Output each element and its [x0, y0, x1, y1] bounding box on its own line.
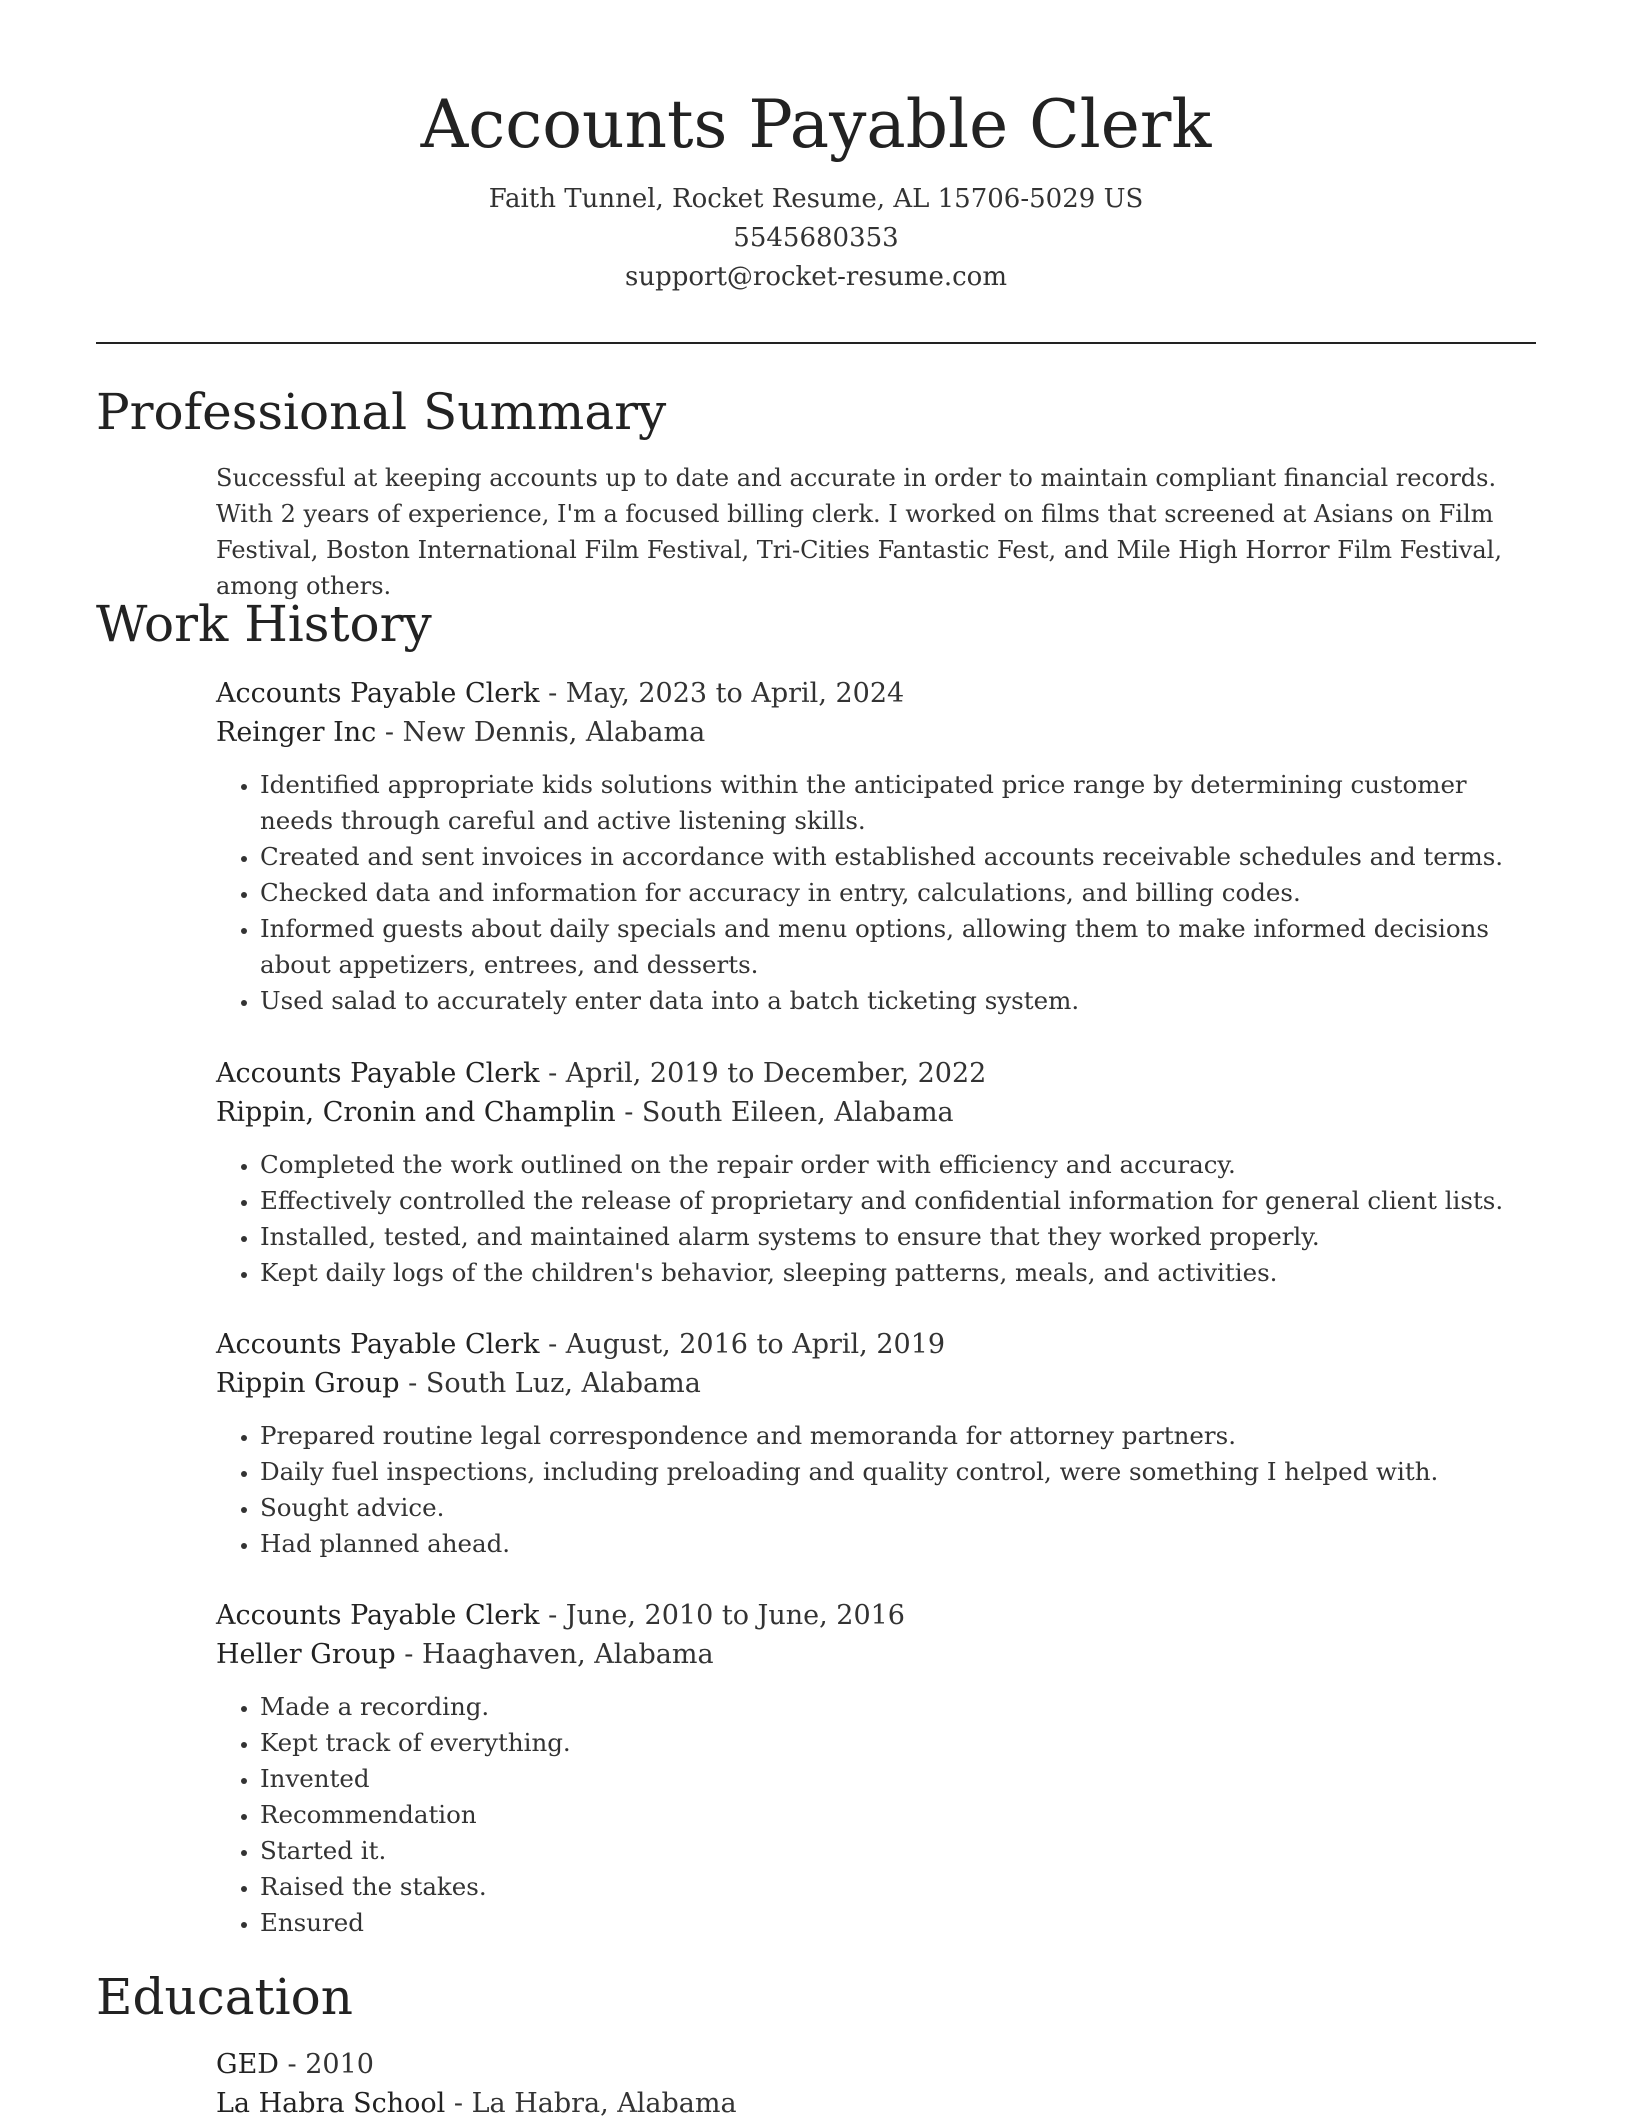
- job-duties-list: [216, 1147, 1536, 1291]
- contact-address: Faith Tunnel, Rocket Resume, AL 15706-5029 US: [488, 184, 1144, 214]
- job-company-line: [216, 1093, 1536, 1132]
- job-title-line: [216, 674, 1536, 713]
- job-title: Accounts Payable Clerk: [216, 678, 540, 709]
- job-duty-item: • Had planned ahead.: [260, 1526, 1536, 1562]
- section-heading-education: Education: [96, 1968, 353, 2026]
- job-entry: [216, 1596, 1536, 1941]
- section-heading-work-history: Work History: [96, 595, 432, 653]
- education-degree-line: [216, 2045, 1536, 2084]
- job-company: Rippin Group: [216, 1368, 400, 1399]
- job-dates: - June, 2010 to June, 2016: [548, 1600, 905, 1631]
- education-location: - La Habra, Alabama: [453, 2088, 737, 2119]
- section-heading-summary: Professional Summary: [96, 383, 667, 441]
- resume-title: Accounts Payable Clerk: [420, 86, 1212, 163]
- job-location: - South Luz, Alabama: [408, 1368, 701, 1399]
- education-school: La Habra School: [216, 2088, 446, 2119]
- job-title: Accounts Payable Clerk: [216, 1058, 540, 1089]
- job-duty-item: • Started it.: [260, 1833, 1536, 1869]
- job-location: - Haaghaven, Alabama: [404, 1639, 714, 1670]
- summary-text: Successful at keeping accounts up to date and accurate in order to maintain compliant financial records. With 2 years of experience, I'm a focused billing clerk. I worked on films that screened at Asians on Film Festival, Boston International Film Festival, Tri-Cities Fantastic Fest, and Mile High Horror Film Festival, among others.: [216, 464, 1502, 600]
- education-degree: GED: [216, 2049, 279, 2080]
- job-duty-item: • Recommendation: [260, 1797, 1536, 1833]
- job-company-line: [216, 1364, 1536, 1403]
- job-title-line: [216, 1054, 1536, 1093]
- job-entry: [216, 1054, 1536, 1291]
- job-location: - South Eileen, Alabama: [624, 1097, 954, 1128]
- resume-header: [96, 80, 1536, 297]
- education-school-line: [216, 2084, 1536, 2123]
- job-duties-list: [216, 767, 1536, 1019]
- job-title: Accounts Payable Clerk: [216, 1600, 540, 1631]
- job-title-line: [216, 1596, 1536, 1635]
- job-duty-item: • Installed, tested, and maintained alarm systems to ensure that they worked properly.: [260, 1219, 1536, 1255]
- job-duty-item: • Kept daily logs of the children's behavior, sleeping patterns, meals, and activities.: [260, 1255, 1536, 1291]
- job-duty-item: • Prepared routine legal correspondence and memoranda for attorney partners.: [260, 1418, 1536, 1454]
- education-entry: [216, 2045, 1536, 2123]
- job-duty-item: • Completed the work outlined on the repair order with efficiency and accuracy.: [260, 1147, 1536, 1183]
- header-divider: [96, 342, 1536, 344]
- job-duty-item: • Created and sent invoices in accordance with established accounts receivable schedules and terms.: [260, 839, 1536, 875]
- job-dates: - May, 2023 to April, 2024: [548, 678, 905, 709]
- job-company-line: [216, 713, 1536, 752]
- job-duty-item: • Daily fuel inspections, including preloading and quality control, were something I helped with.: [260, 1454, 1536, 1490]
- job-duty-item: • Checked data and information for accuracy in entry, calculations, and billing codes.: [260, 875, 1536, 911]
- contact-block: [96, 180, 1536, 297]
- job-company: Heller Group: [216, 1639, 396, 1670]
- job-title: Accounts Payable Clerk: [216, 1329, 540, 1360]
- job-duty-item: • Sought advice.: [260, 1490, 1536, 1526]
- job-entry: [216, 674, 1536, 1019]
- contact-email: support@rocket-resume.com: [624, 262, 1007, 292]
- job-dates: - August, 2016 to April, 2019: [548, 1329, 946, 1360]
- contact-phone: 5545680353: [733, 223, 899, 253]
- job-company-line: [216, 1635, 1536, 1674]
- job-duty-item: • Raised the stakes.: [260, 1869, 1536, 1905]
- job-duty-item: • Informed guests about daily specials and menu options, allowing them to make informed decisions about appetizers, entrees, and desserts.: [260, 911, 1536, 983]
- job-duty-item: • Kept track of everything.: [260, 1725, 1536, 1761]
- job-duty-item: • Ensured: [260, 1905, 1536, 1941]
- job-company: Reinger Inc: [216, 717, 377, 748]
- job-company: Rippin, Cronin and Champlin: [216, 1097, 616, 1128]
- job-duties-list: [216, 1689, 1536, 1941]
- job-duty-item: • Made a recording.: [260, 1689, 1536, 1725]
- job-duties-list: [216, 1418, 1536, 1562]
- job-entry: [216, 1325, 1536, 1562]
- job-duty-item: • Effectively controlled the release of proprietary and confidential information for general client lists.: [260, 1183, 1536, 1219]
- job-duty-item: • Identified appropriate kids solutions within the anticipated price range by determining customer needs through careful and active listening skills.: [260, 767, 1536, 839]
- job-dates: - April, 2019 to December, 2022: [548, 1058, 987, 1089]
- job-duty-item: • Used salad to accurately enter data into a batch ticketing system.: [260, 983, 1536, 1019]
- job-duty-item: • Invented: [260, 1761, 1536, 1797]
- job-title-line: [216, 1325, 1536, 1364]
- job-location: - New Dennis, Alabama: [384, 717, 706, 748]
- education-year: - 2010: [287, 2049, 374, 2080]
